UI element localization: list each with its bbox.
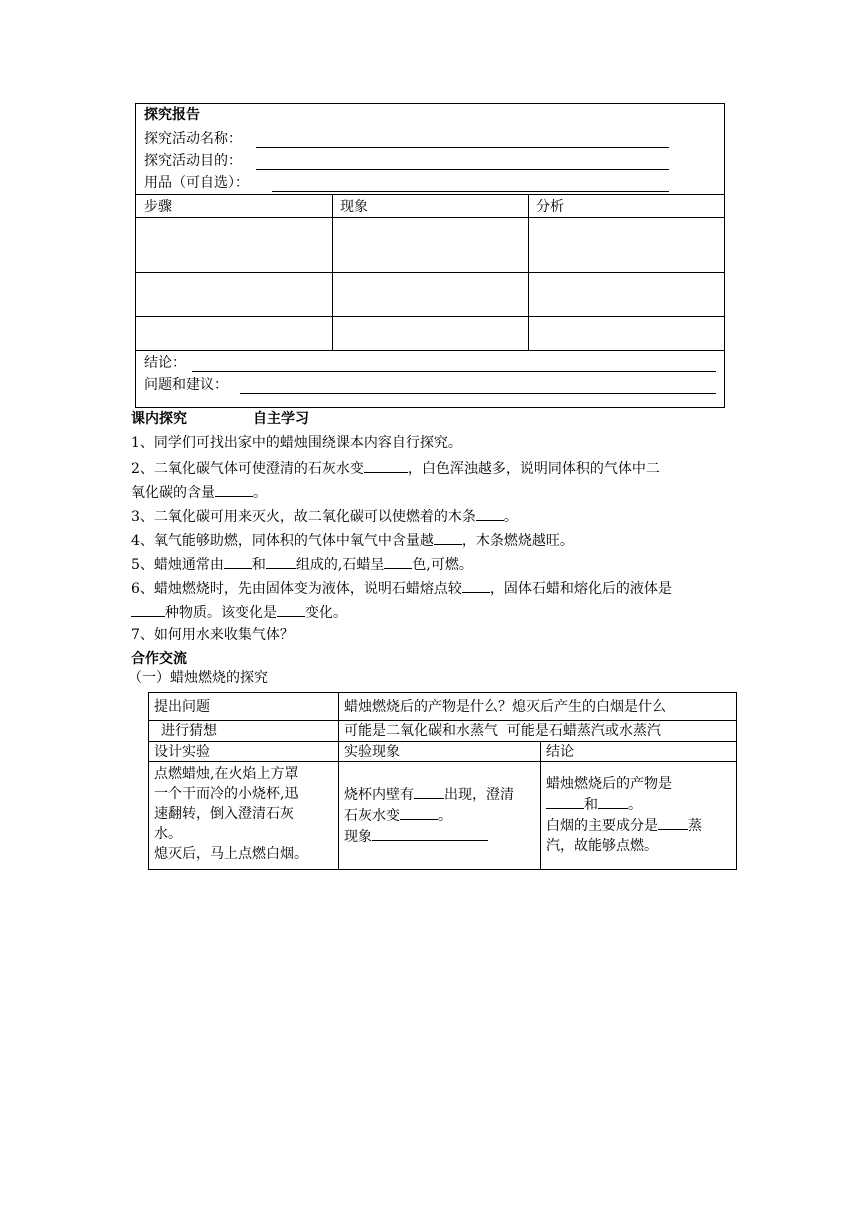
col-design: 设计实验 [149, 742, 339, 762]
blank[interactable] [277, 602, 305, 617]
blank[interactable] [364, 458, 408, 473]
suggestion-field[interactable] [240, 393, 716, 394]
question-4 [131, 530, 574, 550]
question-2-text: 氧化碳的含量 [131, 485, 215, 501]
question-5-text: 色,可燃。 [412, 557, 473, 573]
report-title: 探究报告 [144, 107, 200, 123]
candle-table [148, 692, 737, 870]
question-6 [131, 578, 672, 598]
question-2-text: ，白色浑浊越多，说明同体积的气体中二 [407, 461, 660, 477]
blank[interactable] [476, 506, 504, 521]
conclusion-text: 。 [628, 797, 642, 813]
design-line: 水。 [154, 826, 182, 842]
conclusion-field[interactable] [192, 371, 716, 372]
conclusion-cell [541, 762, 737, 870]
blank[interactable] [224, 554, 252, 569]
design-line: 速翻转，倒入澄清石灰 [154, 806, 294, 822]
conclusion-text: 白烟的主要成分是 [546, 818, 658, 834]
question-4-text: 4、氧气能够助燃，同体积的气体中氧气中含量越 [131, 533, 434, 549]
blank[interactable] [658, 815, 688, 830]
question-6-text: 6、蜡烛燃烧时，先由固体变为液体，说明石蜡熔点较 [131, 581, 462, 597]
question-6-cont [131, 602, 347, 622]
question-3-text: 。 [503, 509, 518, 525]
question-2-text: 2、二氧化碳气体可使澄清的石灰水变 [131, 461, 364, 477]
supplies-field[interactable] [272, 191, 669, 192]
question-1: 1、同学们可找出家中的蜡烛围绕课本内容自行探究。 [131, 435, 462, 451]
question-4-text: ，木条燃烧越旺。 [461, 533, 574, 549]
conclusion-text: 汽，故能够点燃。 [546, 838, 658, 854]
question-5 [131, 554, 473, 574]
report-box [135, 103, 725, 408]
col-conclusion: 结论 [541, 742, 737, 762]
section-title-inclass: 课内探究 [131, 411, 187, 427]
blank[interactable] [434, 530, 462, 545]
blank[interactable] [546, 794, 584, 809]
col-result: 实验现象 [339, 742, 541, 762]
question-7: 7、如何用水来收集气体？ [131, 627, 294, 643]
question-3-text: 3、二氧化碳可用来灭火，故二氧化碳可以使燃着的木条 [131, 509, 476, 525]
blank[interactable] [414, 784, 444, 799]
blank[interactable] [462, 578, 490, 593]
question-3 [131, 506, 518, 526]
activity-name-label: 探究活动名称： [144, 131, 242, 147]
conclusion-text: 蜡烛燃烧后的产物是 [546, 776, 672, 792]
section-title-cooperation: 合作交流 [131, 651, 187, 667]
ask-text: 蜡烛燃烧后的产物是什么？熄灭后产生的白烟是什么 [339, 693, 737, 721]
design-line: 一个干而冷的小烧杯,迅 [154, 786, 299, 802]
design-line: 熄灭后，马上点燃白烟。 [154, 846, 308, 862]
question-2-text: 。 [253, 485, 267, 501]
header-phenomenon: 现象 [340, 199, 368, 215]
question-5-text: 组成的,石蜡呈 [295, 557, 385, 573]
divider [136, 316, 724, 317]
blank[interactable] [266, 554, 296, 569]
question-2 [131, 458, 660, 478]
subsection-title: （一）蜡烛燃烧的探究 [128, 670, 268, 686]
section-title-selfstudy: 自主学习 [253, 411, 309, 427]
blank[interactable] [400, 805, 438, 820]
question-5-text: 和 [251, 557, 266, 573]
guess-label: 进行猜想 [149, 721, 339, 742]
result-text: 。 [438, 808, 452, 824]
ask-label: 提出问题 [149, 693, 339, 721]
result-cell [339, 762, 541, 870]
activity-goal-field[interactable] [256, 169, 669, 170]
suggestion-label: 问题和建议： [144, 377, 228, 393]
divider [136, 217, 724, 218]
guess-text: 可能是二氧化碳和水蒸气 可能是石蜡蒸汽或水蒸汽 [339, 721, 737, 742]
blank[interactable] [131, 602, 165, 617]
blank[interactable] [598, 794, 628, 809]
activity-name-field[interactable] [256, 147, 669, 148]
question-2-cont [131, 482, 267, 502]
result-text: 出现，澄清 [444, 787, 514, 803]
activity-goal-label: 探究活动目的： [144, 153, 242, 169]
conclusion-label: 结论： [144, 355, 186, 371]
conclusion-text: 和 [584, 797, 598, 813]
design-line: 点燃蜡烛,在火焰上方罩 [154, 766, 299, 782]
design-cell [149, 762, 339, 870]
result-text: 现象 [344, 829, 372, 845]
blank[interactable] [372, 826, 488, 841]
question-6-text: 变化。 [305, 605, 347, 621]
result-text: 烧杯内壁有 [344, 787, 414, 803]
question-6-text: 种物质。该变化是 [165, 605, 277, 621]
divider [136, 194, 724, 195]
divider [136, 272, 724, 273]
blank[interactable] [215, 482, 253, 497]
question-6-text: ，固体石蜡和熔化后的液体是 [489, 581, 672, 597]
conclusion-text: 蒸 [688, 818, 702, 834]
result-text: 石灰水变 [344, 808, 400, 824]
blank[interactable] [384, 554, 412, 569]
divider [136, 350, 724, 351]
header-analysis: 分析 [536, 199, 564, 215]
supplies-label: 用品（可自选）： [144, 175, 249, 191]
header-step: 步骤 [144, 199, 172, 215]
question-5-text: 5、蜡烛通常由 [131, 557, 224, 573]
